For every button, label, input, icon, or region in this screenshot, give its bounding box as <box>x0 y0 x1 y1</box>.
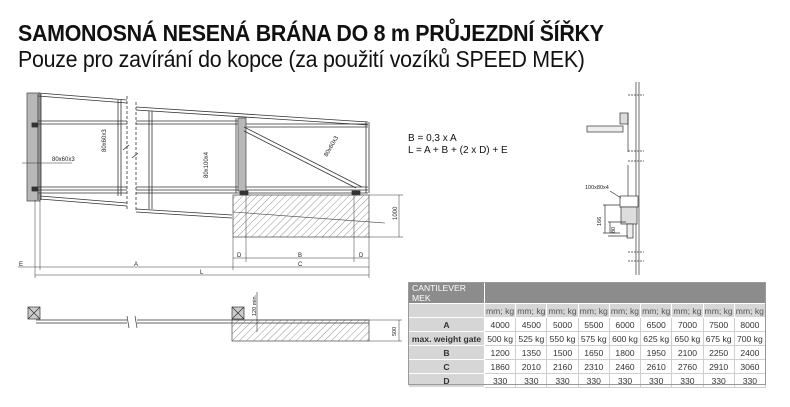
table-caption: CANTILEVER MEK <box>409 283 485 304</box>
unit-cell: mm; kg <box>610 305 640 316</box>
label-foundation-height: 1000 <box>393 206 399 220</box>
unit-cell: mm; kg <box>517 305 546 316</box>
label-height-total: 166 <box>597 216 603 226</box>
formula-block <box>408 133 508 157</box>
label-min-clearance: 120 min. <box>252 294 258 316</box>
label-frame-profile: 80x60x3 <box>102 129 108 152</box>
dim-label-d-right: D <box>359 253 364 259</box>
label-diagonal-profile: 80x60x3 <box>323 135 341 158</box>
row-label: max. weight gate <box>409 332 485 346</box>
spec-table-container <box>408 282 766 388</box>
row-label: B <box>409 346 485 360</box>
spec-table <box>408 282 766 388</box>
row-label: D <box>409 374 485 388</box>
unit-cell: mm; kg <box>704 305 733 316</box>
page-title: SAMONOSNÁ NESENÁ BRÁNA DO 8 m PRŮJEZDNÍ ŠÍŘKY <box>18 20 604 46</box>
unit-cell: mm; kg <box>579 305 608 316</box>
label-post-profile: 80x60x3 <box>52 157 75 163</box>
dim-label-l: L <box>200 270 204 276</box>
label-section-profile: 100x80x4 <box>585 185 609 191</box>
foundation-block <box>233 195 369 237</box>
dim-label-c: C <box>298 262 303 268</box>
label-beam-profile: 80x100x4 <box>204 151 210 178</box>
cross-section-view <box>587 82 644 275</box>
dim-label-b: B <box>298 253 303 259</box>
row-label: C <box>409 360 485 374</box>
dim-label-e: E <box>19 262 24 268</box>
unit-cell: mm; kg <box>548 305 577 316</box>
table-row: D 330 330 330 330 330 330 330 330 330 <box>409 374 766 388</box>
table-row: C 1860 2010 2160 2310 2460 2610 2760 2910 3060 <box>409 360 766 374</box>
table-units-row <box>409 304 766 318</box>
table-row: A 4000 4500 5000 5500 6000 6500 7000 7500 8000 <box>409 318 766 332</box>
unit-cell: mm; kg <box>735 305 764 316</box>
label-foundation-width: 500 <box>392 326 398 336</box>
dim-label-d-left: D <box>237 253 242 259</box>
plan-foundation <box>232 320 369 341</box>
unit-cell: mm; kg <box>673 305 702 316</box>
label-height-trolley: 80 <box>611 226 617 233</box>
page-subtitle: Pouze pro zavírání do kopce (za použití vozíků SPEED MEK) <box>18 46 585 72</box>
dim-label-a: A <box>134 262 139 268</box>
table-row: max. weight gate 500 kg 525 kg 550 kg 575 kg 600 kg 625 kg 650 kg 675 kg 700 kg <box>409 332 766 346</box>
unit-cell: mm; kg <box>642 305 671 316</box>
formula-b: B = 0,3 x A <box>408 133 457 144</box>
row-label: A <box>409 318 485 332</box>
table-row: B 1200 1350 1500 1650 1800 1950 2100 2250 2400 <box>409 346 766 360</box>
formula-l: L = A + B + (2 x D) + E <box>408 145 508 156</box>
unit-cell: mm; kg <box>486 305 515 316</box>
